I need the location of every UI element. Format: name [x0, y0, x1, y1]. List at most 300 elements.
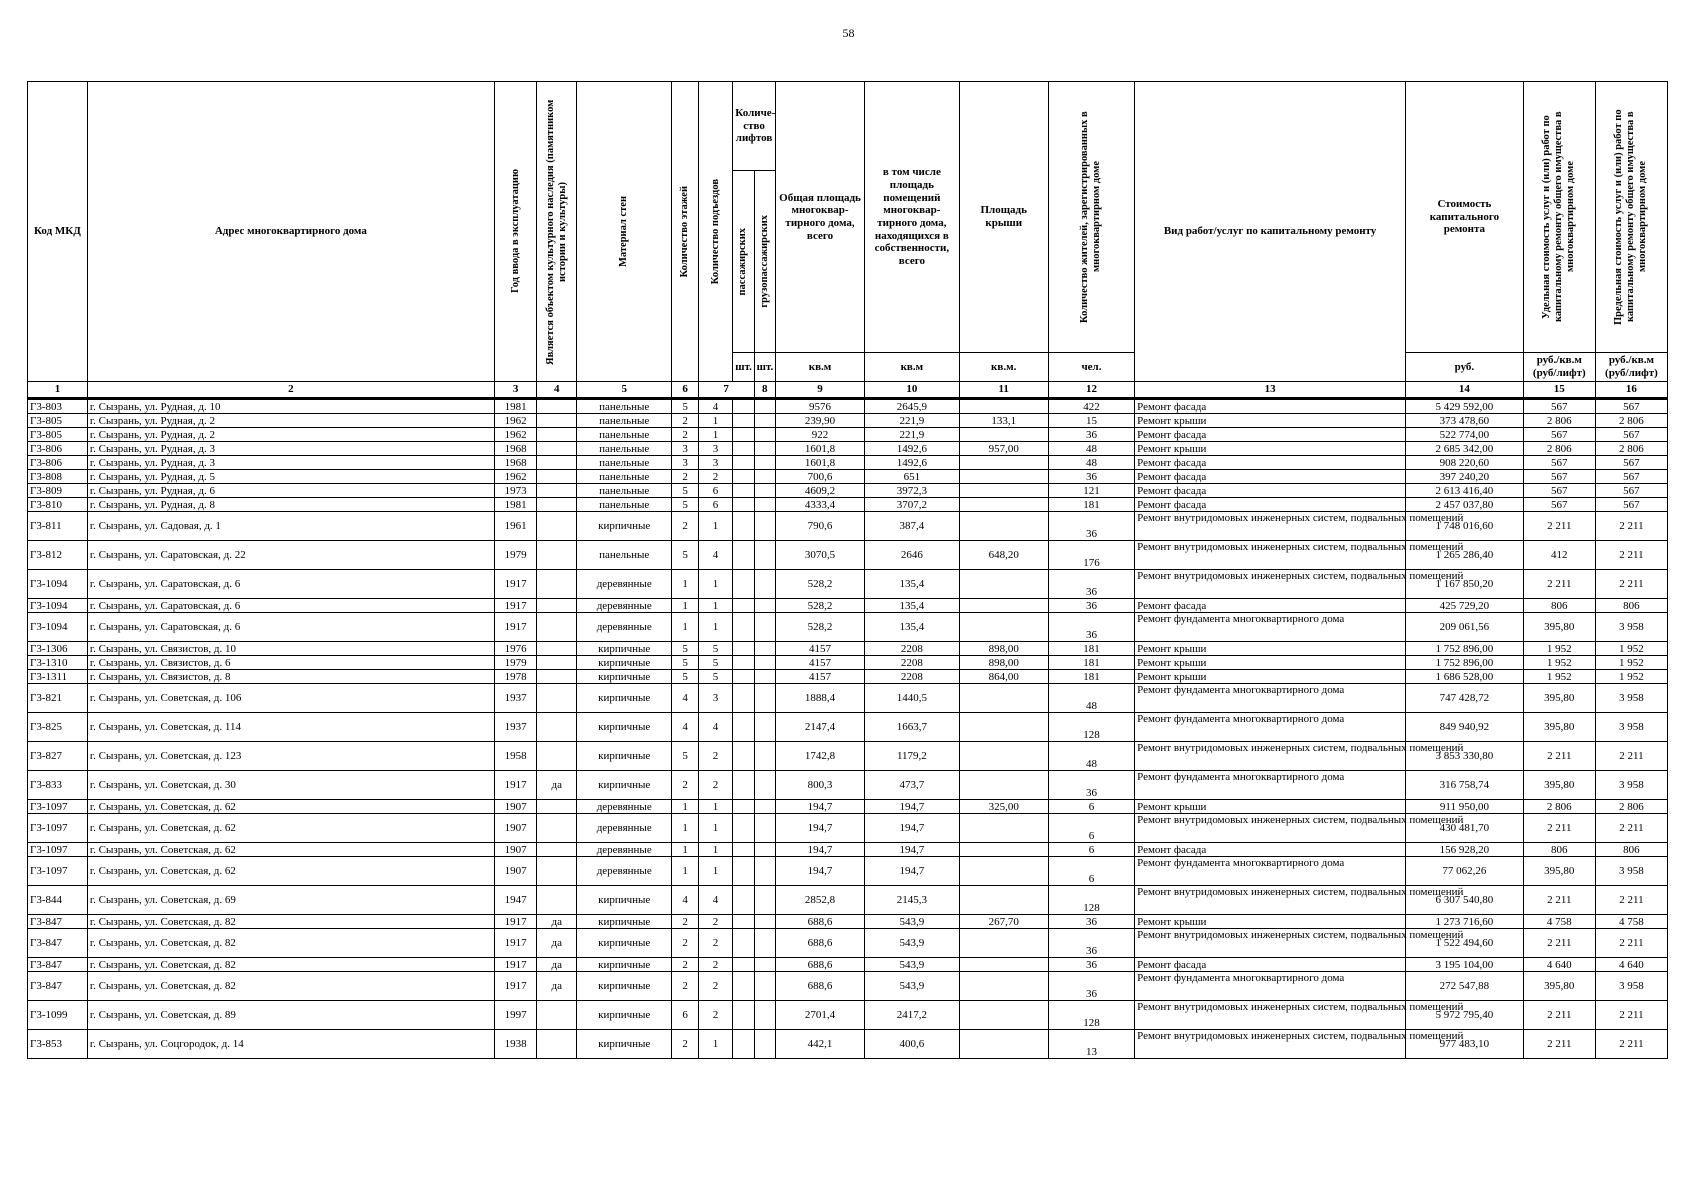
cell-floors: 1 [672, 570, 698, 599]
cell-owned-area: 3707,2 [865, 498, 959, 512]
cell-heritage [537, 484, 577, 498]
cell-year: 1961 [494, 512, 537, 541]
cell-wall: панельные [577, 484, 672, 498]
cell-lifts-cargo [754, 442, 775, 456]
cell-wall: кирпичные [577, 684, 672, 713]
table-row [28, 771, 1668, 800]
cell-entrances: 2 [698, 915, 733, 929]
cell-floors: 1 [672, 613, 698, 642]
cell-lifts-cargo [754, 814, 775, 843]
cell-unit-cost: 2 211 [1523, 929, 1595, 958]
cell-total-area: 194,7 [775, 857, 864, 886]
cell-work: Ремонт фундамента многоквартирного дома [1135, 771, 1406, 800]
cell-heritage [537, 642, 577, 656]
cell-work: Ремонт фасада [1135, 599, 1406, 613]
cell-wall: деревянные [577, 843, 672, 857]
cell-heritage: да [537, 915, 577, 929]
cell-year: 1907 [494, 814, 537, 843]
cell-roof [959, 843, 1048, 857]
cell-roof [959, 742, 1048, 771]
cell-lifts-cargo [754, 599, 775, 613]
cell-owned-area: 1492,6 [865, 456, 959, 470]
cell-heritage [537, 428, 577, 442]
cell-address: г. Сызрань, ул. Садовая, д. 1 [87, 512, 494, 541]
cell-owned-area: 543,9 [865, 929, 959, 958]
cell-total-area: 194,7 [775, 800, 864, 814]
cell-residents: 36 [1048, 915, 1134, 929]
cell-lifts-cargo [754, 642, 775, 656]
cell-wall: кирпичные [577, 929, 672, 958]
table-row [28, 843, 1668, 857]
cell-work: Ремонт фасада [1135, 456, 1406, 470]
cell-owned-area: 2145,3 [865, 886, 959, 915]
cell-cost: 77 062,26 [1406, 857, 1524, 886]
cell-work: Ремонт фундамента многоквартирного дома [1135, 972, 1406, 1001]
cell-lifts-cargo [754, 470, 775, 484]
cell-cost: 908 220,60 [1406, 456, 1524, 470]
cell-wall: деревянные [577, 800, 672, 814]
cell-wall: панельные [577, 470, 672, 484]
cell-unit-cost: 2 806 [1523, 442, 1595, 456]
cell-owned-area: 473,7 [865, 771, 959, 800]
cell-lifts-cargo [754, 684, 775, 713]
cell-code: Г3-821 [28, 684, 88, 713]
cell-total-area: 1742,8 [775, 742, 864, 771]
cell-heritage [537, 670, 577, 684]
cell-address: г. Сызрань, ул. Рудная, д. 8 [87, 498, 494, 512]
cell-heritage [537, 442, 577, 456]
cell-floors: 1 [672, 814, 698, 843]
cell-roof [959, 857, 1048, 886]
cell-lifts-pass [733, 599, 754, 613]
cell-roof [959, 498, 1048, 512]
cell-roof: 133,1 [959, 414, 1048, 428]
header-wall-text: Материал стен [618, 196, 630, 267]
cell-unit-cost: 567 [1523, 470, 1595, 484]
cell-work: Ремонт крыши [1135, 800, 1406, 814]
cell-lifts-pass [733, 742, 754, 771]
cell-total-area: 2701,4 [775, 1001, 864, 1030]
cell-heritage [537, 1001, 577, 1030]
table-row [28, 642, 1668, 656]
cell-residents: 36 [1048, 929, 1134, 958]
cell-owned-area: 400,6 [865, 1030, 959, 1059]
cell-wall: кирпичные [577, 915, 672, 929]
cell-work: Ремонт внутридомовых инженерных систем, подвальных помещений [1135, 1001, 1406, 1030]
cell-wall: панельные [577, 428, 672, 442]
cell-residents: 6 [1048, 857, 1134, 886]
cell-cost: 430 481,70 [1406, 814, 1524, 843]
cell-unit-cost: 395,80 [1523, 713, 1595, 742]
cell-unit-cost: 2 806 [1523, 800, 1595, 814]
cell-year: 1958 [494, 742, 537, 771]
cell-lifts-cargo [754, 512, 775, 541]
cell-address: г. Сызрань, ул. Советская, д. 82 [87, 972, 494, 1001]
cell-entrances: 2 [698, 1001, 733, 1030]
cell-cost: 3 195 104,00 [1406, 958, 1524, 972]
cell-unit-cost: 2 211 [1523, 512, 1595, 541]
cell-owned-area: 2208 [865, 670, 959, 684]
cell-entrances: 4 [698, 541, 733, 570]
cell-residents: 422 [1048, 399, 1134, 414]
cell-heritage [537, 886, 577, 915]
cell-floors: 5 [672, 742, 698, 771]
cell-max-cost: 2 211 [1595, 742, 1667, 771]
cell-year: 1917 [494, 599, 537, 613]
cell-year: 1979 [494, 656, 537, 670]
unit-lifts-cargo: шт. [754, 353, 775, 382]
cell-roof: 864,00 [959, 670, 1048, 684]
cell-year: 1968 [494, 442, 537, 456]
header-year [494, 82, 537, 382]
cell-lifts-pass [733, 972, 754, 1001]
cell-lifts-cargo [754, 498, 775, 512]
cell-code: Г3-1306 [28, 642, 88, 656]
cell-unit-cost: 395,80 [1523, 684, 1595, 713]
cell-roof [959, 428, 1048, 442]
cell-lifts-cargo [754, 399, 775, 414]
cell-code: Г3-803 [28, 399, 88, 414]
cell-floors: 4 [672, 684, 698, 713]
cell-year: 1937 [494, 713, 537, 742]
column-number: 15 [1523, 382, 1595, 399]
table-row [28, 656, 1668, 670]
cell-code: Г3-808 [28, 470, 88, 484]
column-number: 10 [865, 382, 959, 399]
cell-unit-cost: 395,80 [1523, 771, 1595, 800]
cell-owned-area: 221,9 [865, 414, 959, 428]
cell-lifts-pass [733, 512, 754, 541]
cell-lifts-pass [733, 456, 754, 470]
cell-heritage [537, 684, 577, 713]
table-row [28, 800, 1668, 814]
cell-roof [959, 1030, 1048, 1059]
cell-cost: 1 752 896,00 [1406, 642, 1524, 656]
cell-work: Ремонт крыши [1135, 915, 1406, 929]
cell-lifts-cargo [754, 915, 775, 929]
column-number: 11 [959, 382, 1048, 399]
cell-cost: 2 613 416,40 [1406, 484, 1524, 498]
cell-owned-area: 387,4 [865, 512, 959, 541]
cell-total-area: 442,1 [775, 1030, 864, 1059]
cell-wall: панельные [577, 541, 672, 570]
cell-lifts-pass [733, 428, 754, 442]
cell-code: Г3-809 [28, 484, 88, 498]
cell-floors: 5 [672, 656, 698, 670]
cell-residents: 36 [1048, 771, 1134, 800]
cell-residents: 36 [1048, 428, 1134, 442]
cell-floors: 2 [672, 1030, 698, 1059]
cell-code: Г3-847 [28, 958, 88, 972]
cell-floors: 1 [672, 800, 698, 814]
cell-lifts-cargo [754, 613, 775, 642]
cell-entrances: 4 [698, 399, 733, 414]
cell-entrances: 6 [698, 498, 733, 512]
unit-residents: чел. [1048, 353, 1134, 382]
cell-floors: 2 [672, 428, 698, 442]
table-row [28, 886, 1668, 915]
cell-residents: 48 [1048, 684, 1134, 713]
cell-lifts-cargo [754, 1030, 775, 1059]
cell-floors: 2 [672, 771, 698, 800]
cell-code: Г3-847 [28, 915, 88, 929]
cell-roof [959, 929, 1048, 958]
cell-cost: 373 478,60 [1406, 414, 1524, 428]
cell-lifts-pass [733, 541, 754, 570]
cell-residents: 48 [1048, 742, 1134, 771]
header-entrances [698, 82, 733, 382]
cell-roof [959, 771, 1048, 800]
cell-max-cost: 2 211 [1595, 886, 1667, 915]
table-row [28, 570, 1668, 599]
column-number: 13 [1135, 382, 1406, 399]
cell-max-cost: 2 211 [1595, 512, 1667, 541]
cell-lifts-cargo [754, 570, 775, 599]
table-row [28, 1030, 1668, 1059]
cell-year: 1917 [494, 929, 537, 958]
cell-entrances: 1 [698, 800, 733, 814]
cell-roof [959, 484, 1048, 498]
cell-owned-area: 194,7 [865, 843, 959, 857]
cell-total-area: 1601,8 [775, 456, 864, 470]
cell-wall: кирпичные [577, 1001, 672, 1030]
cell-total-area: 688,6 [775, 972, 864, 1001]
cell-wall: кирпичные [577, 512, 672, 541]
column-number: 4 [537, 382, 577, 399]
cell-unit-cost: 2 211 [1523, 886, 1595, 915]
cell-code: Г3-1097 [28, 814, 88, 843]
cell-owned-area: 221,9 [865, 428, 959, 442]
cell-cost: 1 748 016,60 [1406, 512, 1524, 541]
cell-address: г. Сызрань, ул. Советская, д. 62 [87, 857, 494, 886]
unit-unit-cost: руб./кв.м (руб/лифт) [1523, 353, 1595, 382]
cell-year: 1917 [494, 771, 537, 800]
cell-entrances: 1 [698, 428, 733, 442]
cell-wall: кирпичные [577, 670, 672, 684]
cell-year: 1947 [494, 886, 537, 915]
cell-floors: 5 [672, 399, 698, 414]
cell-work: Ремонт внутридомовых инженерных систем, подвальных помещений [1135, 541, 1406, 570]
cell-address: г. Сызрань, ул. Советская, д. 62 [87, 843, 494, 857]
cell-wall: панельные [577, 456, 672, 470]
cell-heritage: да [537, 958, 577, 972]
cell-owned-area: 194,7 [865, 857, 959, 886]
cell-heritage [537, 570, 577, 599]
cell-floors: 6 [672, 1001, 698, 1030]
cell-residents: 48 [1048, 442, 1134, 456]
cell-work: Ремонт фундамента многоквартирного дома [1135, 857, 1406, 886]
cell-heritage: да [537, 929, 577, 958]
cell-lifts-pass [733, 613, 754, 642]
cell-floors: 2 [672, 972, 698, 1001]
cell-entrances: 3 [698, 456, 733, 470]
table-row [28, 670, 1668, 684]
cell-residents: 6 [1048, 814, 1134, 843]
header-total-area: Общая площадь многоквар-тирного дома, всего [775, 82, 864, 353]
header-max-cost [1595, 82, 1667, 353]
cell-floors: 2 [672, 470, 698, 484]
cell-wall: кирпичные [577, 742, 672, 771]
cell-lifts-cargo [754, 484, 775, 498]
table-row [28, 684, 1668, 713]
header-lifts-pass [733, 170, 754, 352]
cell-unit-cost: 2 211 [1523, 1001, 1595, 1030]
table-body [28, 399, 1668, 1059]
cell-lifts-pass [733, 399, 754, 414]
header-roof: Площадь крыши [959, 82, 1048, 353]
cell-work: Ремонт фасада [1135, 843, 1406, 857]
cell-wall: панельные [577, 399, 672, 414]
cell-wall: панельные [577, 498, 672, 512]
cell-cost: 2 685 342,00 [1406, 442, 1524, 456]
cell-owned-area: 1492,6 [865, 442, 959, 456]
cell-cost: 522 774,00 [1406, 428, 1524, 442]
cell-work: Ремонт внутридомовых инженерных систем, подвальных помещений [1135, 929, 1406, 958]
cell-roof [959, 1001, 1048, 1030]
cell-lifts-pass [733, 814, 754, 843]
cell-address: г. Сызрань, ул. Саратовская, д. 6 [87, 599, 494, 613]
cell-year: 1917 [494, 972, 537, 1001]
header-lifts: Количе-ство лифтов [733, 82, 776, 171]
cell-roof: 325,00 [959, 800, 1048, 814]
cell-year: 1962 [494, 414, 537, 428]
cell-heritage [537, 742, 577, 771]
cell-cost: 1 265 286,40 [1406, 541, 1524, 570]
cell-total-area: 790,6 [775, 512, 864, 541]
cell-year: 1907 [494, 800, 537, 814]
cell-cost: 977 483,10 [1406, 1030, 1524, 1059]
cell-cost: 5 429 592,00 [1406, 399, 1524, 414]
cell-floors: 3 [672, 442, 698, 456]
cell-work: Ремонт внутридомовых инженерных систем, подвальных помещений [1135, 742, 1406, 771]
cell-total-area: 3070,5 [775, 541, 864, 570]
cell-max-cost: 567 [1595, 470, 1667, 484]
cell-roof [959, 570, 1048, 599]
cell-residents: 36 [1048, 570, 1134, 599]
cell-cost: 747 428,72 [1406, 684, 1524, 713]
column-number: 6 [672, 382, 698, 399]
cell-unit-cost: 2 211 [1523, 814, 1595, 843]
cell-work: Ремонт фасада [1135, 498, 1406, 512]
cell-max-cost: 3 958 [1595, 972, 1667, 1001]
cell-cost: 1 522 494,60 [1406, 929, 1524, 958]
cell-code: Г3-812 [28, 541, 88, 570]
cell-work: Ремонт фасада [1135, 399, 1406, 414]
cell-max-cost: 567 [1595, 456, 1667, 470]
header-cost: Стоимость капитального ремонта [1406, 82, 1524, 353]
cell-owned-area: 1440,5 [865, 684, 959, 713]
cell-max-cost: 2 211 [1595, 929, 1667, 958]
cell-lifts-cargo [754, 742, 775, 771]
cell-residents: 128 [1048, 1001, 1134, 1030]
column-number: 14 [1406, 382, 1524, 399]
cell-code: Г3-847 [28, 972, 88, 1001]
cell-lifts-cargo [754, 541, 775, 570]
cell-roof [959, 972, 1048, 1001]
cell-max-cost: 3 958 [1595, 771, 1667, 800]
cell-address: г. Сызрань, ул. Рудная, д. 10 [87, 399, 494, 414]
cell-cost: 911 950,00 [1406, 800, 1524, 814]
column-numbers-row [28, 382, 1668, 399]
cell-work: Ремонт фундамента многоквартирного дома [1135, 713, 1406, 742]
cell-code: Г3-806 [28, 442, 88, 456]
cell-unit-cost: 567 [1523, 484, 1595, 498]
cell-roof [959, 713, 1048, 742]
header-heritage [537, 82, 577, 382]
cell-wall: кирпичные [577, 713, 672, 742]
cell-lifts-pass [733, 771, 754, 800]
cell-lifts-pass [733, 484, 754, 498]
header-lifts-cargo [754, 170, 775, 352]
cell-cost: 1 752 896,00 [1406, 656, 1524, 670]
cell-total-area: 800,3 [775, 771, 864, 800]
cell-floors: 5 [672, 670, 698, 684]
cell-cost: 2 457 037,80 [1406, 498, 1524, 512]
cell-owned-area: 194,7 [865, 800, 959, 814]
cell-lifts-pass [733, 498, 754, 512]
cell-cost: 397 240,20 [1406, 470, 1524, 484]
cell-code: Г3-1099 [28, 1001, 88, 1030]
cell-entrances: 1 [698, 414, 733, 428]
cell-entrances: 2 [698, 771, 733, 800]
cell-total-area: 688,6 [775, 929, 864, 958]
cell-year: 1997 [494, 1001, 537, 1030]
cell-floors: 2 [672, 958, 698, 972]
cell-code: Г3-1097 [28, 857, 88, 886]
cell-max-cost: 567 [1595, 498, 1667, 512]
cell-unit-cost: 2 211 [1523, 1030, 1595, 1059]
cell-year: 1979 [494, 541, 537, 570]
cell-wall: кирпичные [577, 886, 672, 915]
cell-max-cost: 2 211 [1595, 541, 1667, 570]
cell-code: Г3-1094 [28, 570, 88, 599]
cell-residents: 36 [1048, 512, 1134, 541]
cell-year: 1962 [494, 428, 537, 442]
column-number: 3 [494, 382, 537, 399]
cell-address: г. Сызрань, ул. Рудная, д. 6 [87, 484, 494, 498]
cell-lifts-cargo [754, 713, 775, 742]
cell-code: Г3-805 [28, 428, 88, 442]
column-number: 9 [775, 382, 864, 399]
cell-max-cost: 567 [1595, 428, 1667, 442]
cell-lifts-pass [733, 857, 754, 886]
cell-max-cost: 4 640 [1595, 958, 1667, 972]
cell-max-cost: 2 806 [1595, 800, 1667, 814]
cell-roof: 267,70 [959, 915, 1048, 929]
cell-entrances: 4 [698, 713, 733, 742]
cell-code: Г3-844 [28, 886, 88, 915]
table-row [28, 470, 1668, 484]
cell-heritage [537, 599, 577, 613]
cell-max-cost: 2 806 [1595, 414, 1667, 428]
table-row [28, 512, 1668, 541]
table-row [28, 456, 1668, 470]
cell-lifts-pass [733, 843, 754, 857]
cell-owned-area: 543,9 [865, 972, 959, 1001]
cell-entrances: 2 [698, 470, 733, 484]
cell-total-area: 688,6 [775, 958, 864, 972]
cell-heritage [537, 456, 577, 470]
cell-total-area: 4333,4 [775, 498, 864, 512]
cell-address: г. Сызрань, ул. Советская, д. 114 [87, 713, 494, 742]
cell-max-cost: 2 211 [1595, 1030, 1667, 1059]
cell-work: Ремонт крыши [1135, 642, 1406, 656]
cell-unit-cost: 806 [1523, 599, 1595, 613]
cell-roof [959, 684, 1048, 713]
cell-residents: 176 [1048, 541, 1134, 570]
cell-lifts-cargo [754, 414, 775, 428]
cell-work: Ремонт фасада [1135, 958, 1406, 972]
